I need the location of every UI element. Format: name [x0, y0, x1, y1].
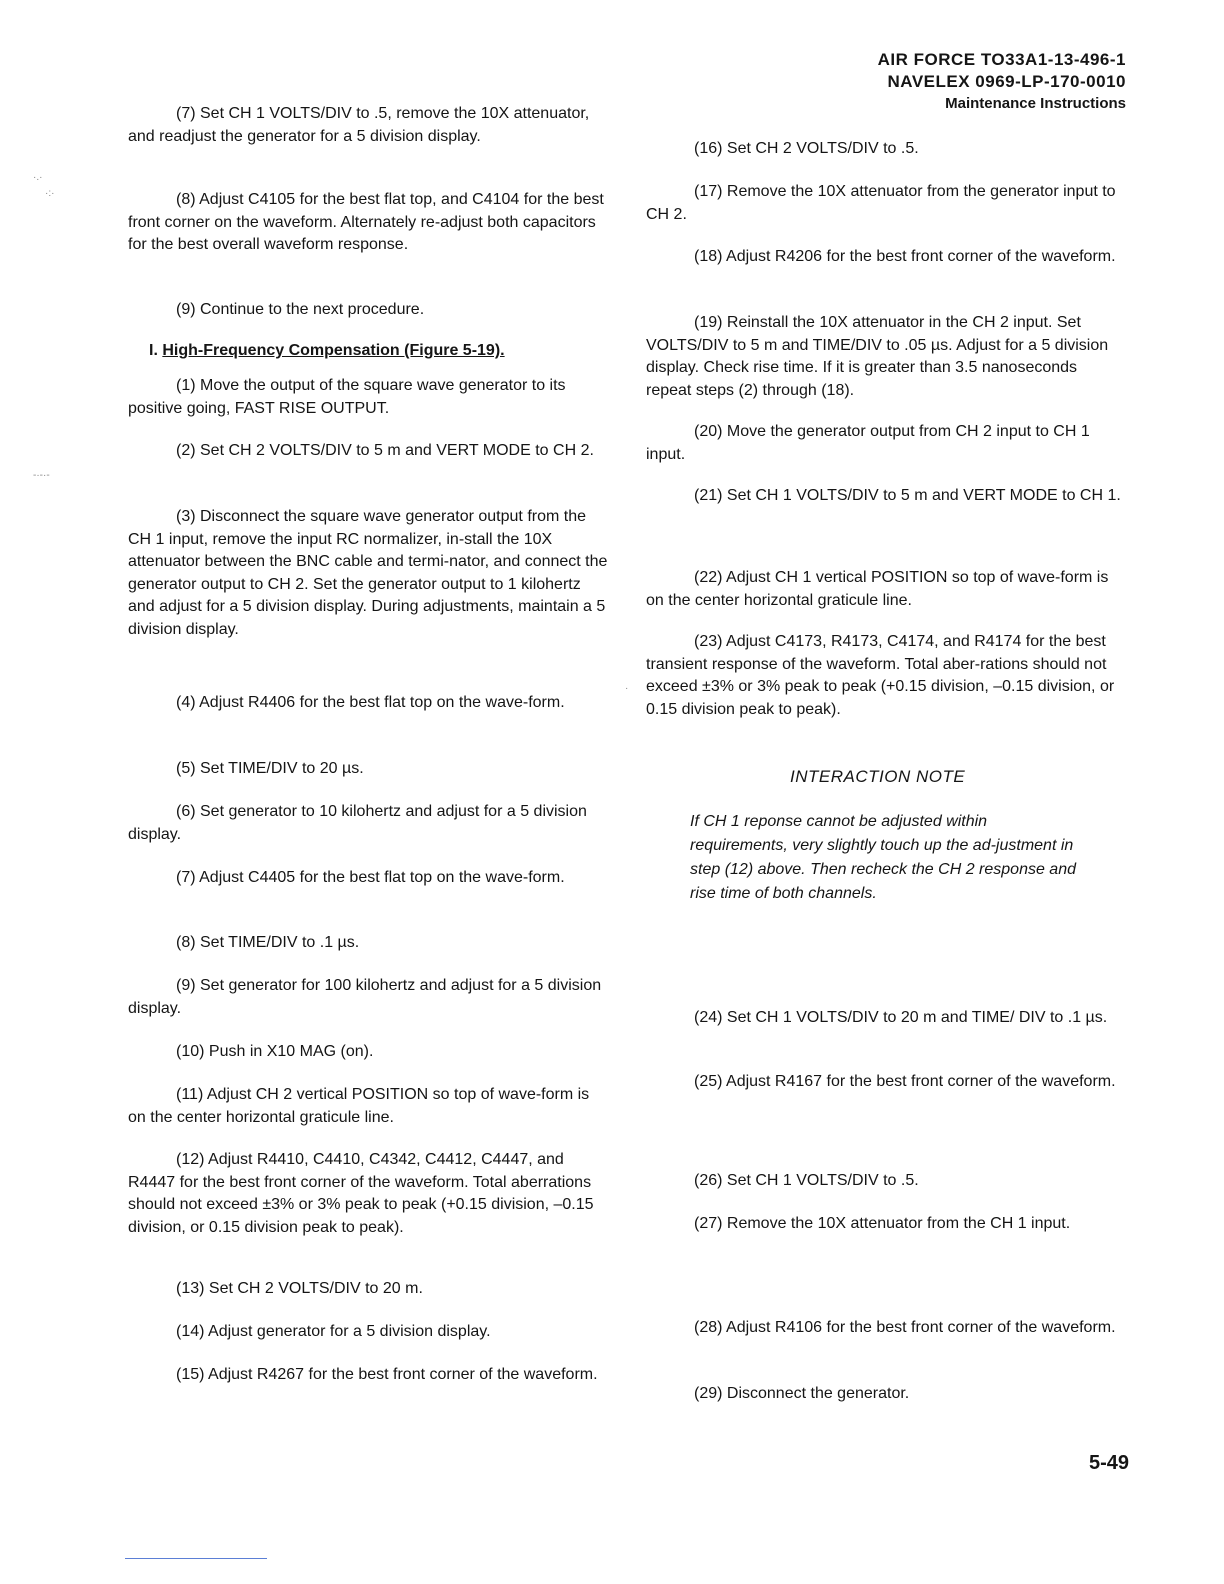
header-navelex-number: NAVELEX 0969-LP-170-0010: [887, 72, 1126, 91]
hf-step-29: (29) Disconnect the generator.: [694, 1385, 910, 1402]
hf-step-13: (13) Set CH 2 VOLTS/DIV to 20 m.: [176, 1280, 423, 1297]
hf-step-26: (26) Set CH 1 VOLTS/DIV to .5.: [694, 1172, 919, 1189]
hf-step-5: (5) Set TIME/DIV to 20 µs.: [176, 760, 364, 777]
step-9-continue: (9) Continue to the next procedure.: [176, 301, 425, 318]
hf-step-22: (22) Adjust CH 1 vertical POSITION so top of wave-form is on the center horizontal graticule line.: [646, 569, 1109, 609]
hf-step-15: (15) Adjust R4267 for the best front corner of the waveform.: [176, 1366, 598, 1383]
step-8-adjust-c4105: (8) Adjust C4105 for the best flat top, and C4104 for the best front corner on the waveform. Alternately re-adjust both capacitors for the best overall waveform response.: [128, 191, 604, 253]
hf-step-3: (3) Disconnect the square wave generator output from the CH 1 input, remove the input RC normalizer, in-stall the 10X attenuator between the BNC cable and termi-nator, and connect the generator output to CH 2. Set the generator output to 1 kilohertz and adjust for a 5 division display. During adjustments, maintain a 5 division display.: [128, 508, 608, 638]
section-label: I.: [149, 342, 158, 359]
hf-step-28: (28) Adjust R4106 for the best front corner of the waveform.: [694, 1319, 1116, 1336]
scan-speck: ·: [625, 683, 629, 694]
hf-step-17: (17) Remove the 10X attenuator from the generator input to CH 2.: [646, 183, 1116, 223]
interaction-note-body: If CH 1 reponse cannot be adjusted within requirements, very slightly touch up the ad-justment in step (12) above. Then recheck the CH 2 response and rise time of both channels.: [690, 813, 1076, 902]
hf-step-11: (11) Adjust CH 2 vertical POSITION so top of wave-form is on the center horizontal graticule line.: [128, 1086, 590, 1126]
hf-step-23: (23) Adjust C4173, R4173, C4174, and R4174 for the best transient response of the waveform. Total aber-rations should not exceed ±3% or 3% peak to peak (+0.15 division, –0.15 division, or 0.15 division peak to peak).: [646, 633, 1115, 718]
footer-rule: [125, 1558, 267, 1559]
hf-step-7: (7) Adjust C4405 for the best flat top on the wave-form.: [176, 869, 565, 886]
hf-step-8: (8) Set TIME/DIV to .1 µs.: [176, 934, 360, 951]
hf-step-10: (10) Push in X10 MAG (on).: [176, 1043, 374, 1060]
hf-step-4: (4) Adjust R4406 for the best flat top on the wave-form.: [176, 694, 565, 711]
hf-step-2: (2) Set CH 2 VOLTS/DIV to 5 m and VERT MODE to CH 2.: [176, 442, 594, 459]
step-7-set-ch1: (7) Set CH 1 VOLTS/DIV to .5, remove the 10X attenuator, and readjust the generator for a 5 division display.: [128, 105, 590, 145]
section-title: High-Frequency Compensation (Figure 5-19).: [162, 342, 505, 359]
interaction-note-title: INTERACTION NOTE: [790, 767, 966, 786]
hf-step-25: (25) Adjust R4167 for the best front corner of the waveform.: [694, 1073, 1116, 1090]
page-number: 5-49: [1088, 1452, 1129, 1474]
hf-step-19: (19) Reinstall the 10X attenuator in the CH 2 input. Set VOLTS/DIV to 5 m and TIME/DIV to .05 µs. Adjust for a 5 division display. Check rise time. If it is greater than 3.5 nanoseconds repeat steps (2) through (18).: [646, 314, 1109, 399]
scan-speck: -·-·-: [33, 470, 50, 481]
scan-speck: ·.·: [33, 172, 43, 183]
hf-step-21: (21) Set CH 1 VOLTS/DIV to 5 m and VERT MODE to CH 1.: [694, 487, 1121, 504]
hf-step-18: (18) Adjust R4206 for the best front corner of the waveform.: [694, 248, 1116, 265]
hf-step-1: (1) Move the output of the square wave generator to its positive going, FAST RISE OUTPUT.: [128, 377, 566, 417]
hf-step-12: (12) Adjust R4410, C4410, C4342, C4412, C4447, and R4447 for the best front corner of the waveform. Total aberrations should not exceed ±3% or 3% peak to peak (+0.15 division, –0.15 division, or 0.15 division peak to peak).: [128, 1151, 594, 1236]
hf-step-20: (20) Move the generator output from CH 2 input to CH 1 input.: [646, 423, 1090, 463]
hf-step-6: (6) Set generator to 10 kilohertz and adjust for a 5 division display.: [128, 803, 587, 843]
scan-speck: ·:·: [45, 188, 55, 199]
header-section-title: Maintenance Instructions: [945, 95, 1126, 112]
hf-step-24: (24) Set CH 1 VOLTS/DIV to 20 m and TIME/ DIV to .1 µs.: [694, 1009, 1108, 1026]
header-document-number: AIR FORCE TO33A1-13-496-1: [877, 50, 1126, 69]
section-heading: [149, 342, 505, 360]
hf-step-27: (27) Remove the 10X attenuator from the CH 1 input.: [694, 1215, 1071, 1232]
hf-step-16: (16) Set CH 2 VOLTS/DIV to .5.: [694, 140, 919, 157]
hf-step-9: (9) Set generator for 100 kilohertz and adjust for a 5 division display.: [128, 977, 602, 1017]
hf-step-14: (14) Adjust generator for a 5 division display.: [176, 1323, 491, 1340]
